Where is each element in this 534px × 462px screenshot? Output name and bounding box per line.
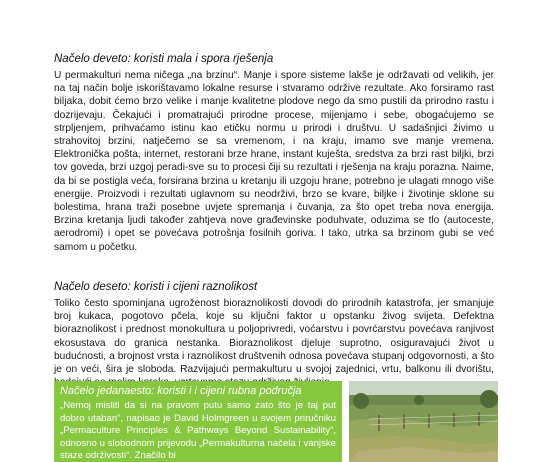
section-principle-ten: [54, 280, 494, 389]
section-paragraph: U permakulturi nema ničega „na brzinu“. Manje i spore sisteme lakše je održavati od velikih, jer na taj način bolje iskorištavamo lokalne resurse i stvaramo održive rezultate. Ako forsiramo rast biljaka, dobit ćemo brzo velike i manje kvalitetne plodove nego da smo pustili da prirodno rastu i dozrijevaju. Čekajući i promatrajući prirodne procese, mijenjamo i sebe, obogaćujemo se strpljenjem, prihvaćamo istinu kao etičku normu u prirodi i društvu. U sadašnjici živimo u strahovitoj brzini, natječemo se sa vremenom, i na kraju, imamo sve manje vremena. Elektronička pošta, internet, restorani brze hrane, instant kuješta, sredstva za brzi rast biljki, brzi tov goveda, brzi uzgoj peradi-sve su to procesi čiji su rezultati i rješenja na kraju porazna. Naime, da bi se postigla veća, forsirana brzina u kretanju ili uzgoju hrane, potrebno je ulagati mnogo više energije. Proizvodi i rezultati uglavnom su neodrživi, brzo se kvare, biljke i životinje sklone su bolestima, hrana traži posebne uvjete spremanja i čuvanja, za što opet treba nova energija. Brzina kretanja ljudi također zahtjeva nove građevinske poduhvate, oduzima se tlo (autoceste, aerodromi) i opet se povećava potrošnja fosilnih goriva. I tako, utrka sa brzinom gubi se već samom u početku.: [54, 70, 494, 253]
section-paragraph: „Nemoj misliti da si na pravom putu samo zato što je taj put dobro utaban“, napisao je David Holmgreen u svojem priručniku „Permaculture Principles & Pathways Beyond Sustainability“, odnosno u slobodnom prijevodu „Permakulturna načela i vanjske staze održivosti“. Značilo bi: [60, 400, 336, 462]
section-principle-nine: [54, 52, 494, 254]
garden-photo-image: [349, 381, 498, 462]
section-paragraph: Toliko često spominjana ugroženost bioraznolikosti dovodi do prirodnih katastrofa, jer smanjuje broj kukaca, pogotovo pčela, koje su ključni faktor u opstanku živog svijeta. Defektna bioraznolikost i prednost monokultura u poljoprivredi, voćarstvu i povrćarstvu povećava ranjivost ekosustava do granica nestanka. Bioraznolikost djeluje suprotno, osiguravajući život u budućnosti, a brojnost vrsta i raznolikost društvenih odnosa povećava stupanj odgovornosti, a što je on veći, šira je sloboda. Razvijajući permakulturu u svojoj zajednici, vrtu, balkonu ili dvorištu,: [54, 298, 494, 376]
garden-photo: [349, 381, 498, 462]
section-heading: Načelo jedanaesto: koristi i i cijeni rubna područja: [60, 385, 302, 397]
section-heading: Načelo deseto: koristi i cijeni raznolikost: [54, 281, 258, 293]
section-principle-eleven-box: [54, 381, 342, 462]
section-heading: Načelo deveto: koristi mala i spora rješenja: [54, 53, 274, 65]
